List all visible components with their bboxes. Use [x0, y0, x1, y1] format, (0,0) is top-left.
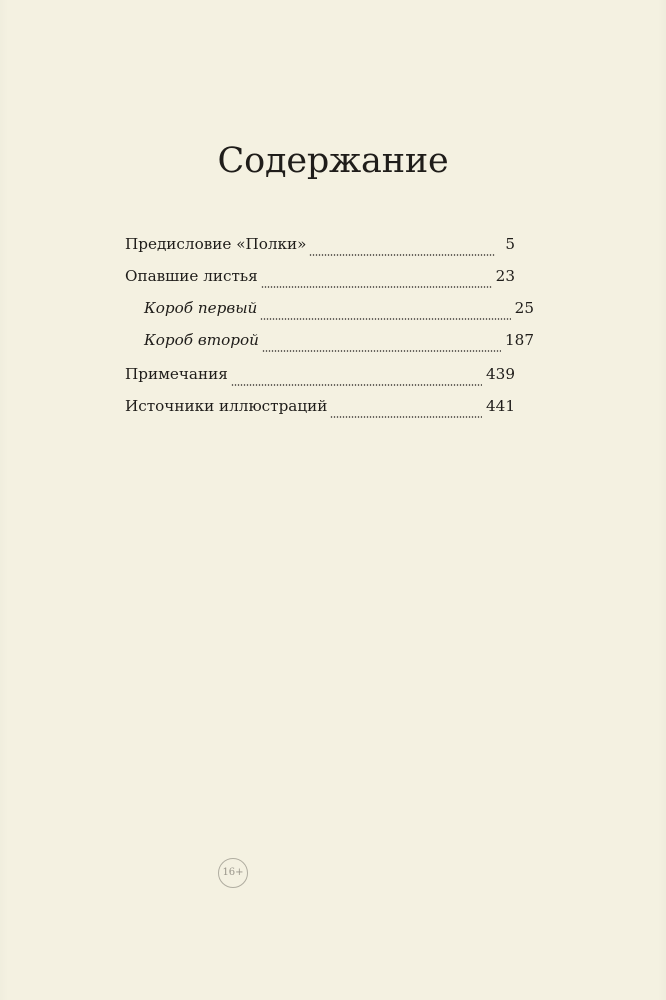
toc-entry-box-two: [125, 328, 534, 360]
age-rating-badge: 16+: [218, 858, 248, 888]
toc-entry-page: 5: [505, 235, 515, 253]
table-of-contents: [125, 232, 534, 426]
toc-entry-page: 25: [514, 299, 534, 317]
toc-entry-title: Примечания: [125, 365, 228, 383]
dot-leader: [330, 400, 482, 418]
toc-entry-page: 441: [486, 397, 515, 415]
toc-entry-title: Короб второй: [144, 331, 259, 349]
toc-entry-fallen-leaves: [125, 264, 515, 296]
dot-leader: [261, 270, 492, 288]
toc-entry-preface: [125, 232, 515, 264]
contents-heading: Содержание: [217, 141, 449, 181]
dot-leader: [309, 238, 495, 256]
toc-entry-page: 23: [495, 267, 515, 285]
toc-entry-title: Короб первый: [144, 299, 258, 317]
toc-entry-illustration-sources: [125, 394, 515, 426]
toc-entry-page: 187: [505, 331, 534, 349]
toc-entry-title: Источники иллюстраций: [125, 397, 328, 415]
dot-leader: [260, 302, 510, 320]
toc-entry-page: 439: [486, 365, 515, 383]
toc-entry-notes: [125, 362, 515, 394]
toc-entry-box-one: [125, 296, 534, 328]
dot-leader: [262, 334, 501, 352]
dot-leader: [231, 368, 482, 386]
toc-entry-title: Предисловие «Полки»: [125, 235, 307, 253]
toc-entry-title: Опавшие листья: [125, 267, 258, 285]
